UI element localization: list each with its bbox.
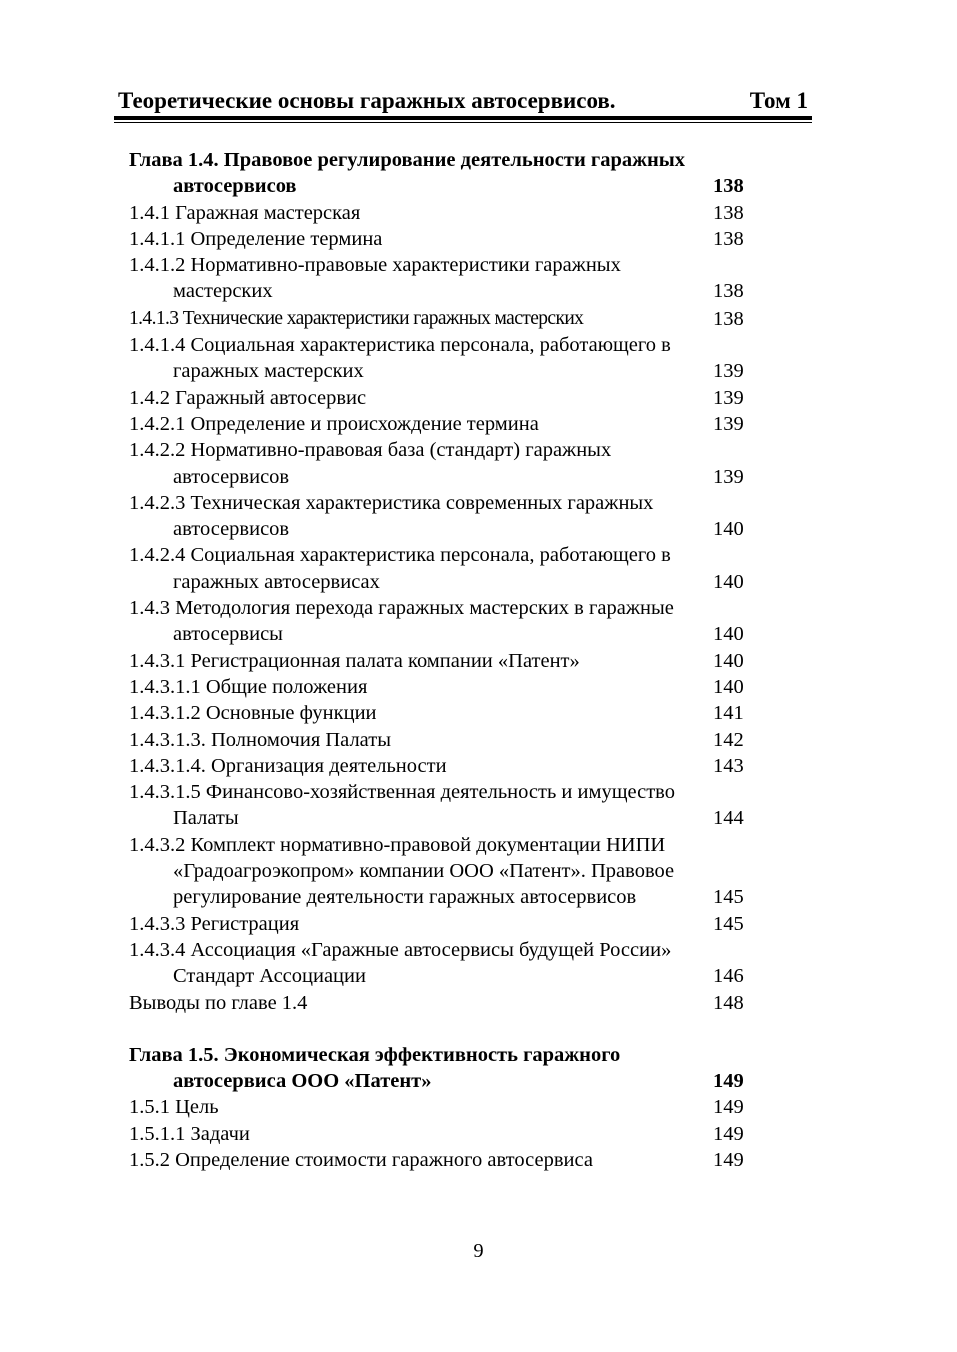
book-title: Теоретические основы гаражных автосервисов. bbox=[118, 88, 616, 113]
toc-entry bbox=[129, 674, 753, 700]
toc-entry-title: 1.4.3.1.3. Полномочия Палаты bbox=[129, 728, 391, 751]
toc-entry-title: 1.4.2.1 Определение и происхождение термина bbox=[129, 412, 539, 435]
toc-entry-title: 1.4.3.1.1 Общие положения bbox=[129, 675, 368, 698]
toc-entry-title: Глава 1.5. Экономическая эффективность гаражного автосервиса ООО «Патент» bbox=[129, 1043, 621, 1093]
toc-entry-page: 139 bbox=[713, 412, 744, 435]
toc-entry bbox=[129, 911, 753, 937]
toc-entry-page: 140 bbox=[713, 518, 744, 541]
toc-chapter-entry bbox=[129, 147, 753, 200]
toc-entry bbox=[129, 305, 753, 332]
toc-entry bbox=[129, 226, 753, 252]
toc-entry-page: 146 bbox=[713, 965, 744, 988]
toc-entry bbox=[129, 648, 753, 674]
toc-entry-page: 139 bbox=[713, 386, 744, 409]
toc-entry-title: 1.4.1.3 Технические характеристики гаражных мастерских bbox=[129, 307, 584, 329]
toc-entry-title: 1.4.1.1 Определение термина bbox=[129, 227, 383, 250]
toc-entry bbox=[129, 1094, 753, 1120]
toc-chapter-entry bbox=[129, 1042, 753, 1095]
toc-entry-title: 1.4.3.1.5 Финансово-хозяйственная деятельность и имущество Палаты bbox=[129, 781, 675, 830]
toc-entry-page: 149 bbox=[713, 1122, 744, 1145]
page-number: 9 bbox=[473, 1240, 484, 1262]
toc-entry-page: 139 bbox=[713, 360, 744, 383]
toc-entry-title: 1.4.2.4 Социальная характеристика персонала, работающего в гаражных автосервисах bbox=[129, 544, 671, 593]
toc-entry-title: 1.5.1.1 Задачи bbox=[129, 1122, 250, 1145]
toc-entry-page: 140 bbox=[713, 649, 744, 672]
toc-entry-page: 144 bbox=[713, 807, 744, 830]
toc-entry-page: 143 bbox=[713, 754, 744, 777]
toc-entry-title: 1.4.3.4 Ассоциация «Гаражные автосервисы будущей России» Стандарт Ассоциации bbox=[129, 938, 672, 988]
toc-entry-title: Глава 1.4. Правовое регулирование деятельности гаражных автосервисов bbox=[129, 149, 686, 198]
toc-entry-page: 138 bbox=[713, 227, 744, 250]
section-spacer bbox=[129, 1016, 753, 1042]
toc-entry-page: 140 bbox=[713, 675, 744, 698]
toc-entry bbox=[129, 1121, 753, 1147]
toc-entry-title: 1.4.3.1.2 Основные функции bbox=[129, 702, 377, 725]
toc-entry bbox=[129, 252, 753, 305]
toc-entry-page: 141 bbox=[713, 702, 744, 725]
toc-entry-page: 140 bbox=[713, 570, 744, 593]
toc-entry-page: 149 bbox=[713, 1070, 744, 1093]
toc-entry bbox=[129, 437, 753, 490]
toc-entry-title: 1.4.2.2 Нормативно-правовая база (стандарт) гаражных автосервисов bbox=[129, 439, 612, 488]
toc-entry bbox=[129, 700, 753, 726]
toc-entry bbox=[129, 490, 753, 543]
toc-entry-title: 1.4.2 Гаражный автосервис bbox=[129, 386, 367, 409]
toc-entry-page: 149 bbox=[713, 1096, 744, 1119]
toc-entry-page: 140 bbox=[713, 623, 744, 646]
toc-entry-page: 145 bbox=[713, 886, 744, 909]
toc-entry-page: 138 bbox=[713, 175, 744, 198]
toc-entry-title: 1.5.1 Цель bbox=[129, 1096, 219, 1119]
toc-entry bbox=[129, 753, 753, 779]
toc-entry-title: 1.4.1.2 Нормативно-правовые характеристики гаражных мастерских bbox=[129, 254, 621, 303]
toc-entry-page: 138 bbox=[713, 307, 744, 330]
toc-entry-page: 148 bbox=[713, 991, 744, 1014]
toc-entry-title: 1.4.2.3 Техническая характеристика современных гаражных автосервисов bbox=[129, 491, 654, 541]
toc-entry bbox=[129, 542, 753, 595]
toc-entry-page: 145 bbox=[713, 912, 744, 935]
toc-entry bbox=[129, 937, 753, 990]
header-rule-thin bbox=[114, 122, 812, 123]
toc-entry-title: 1.4.3 Методология перехода гаражных мастерских в гаражные автосервисы bbox=[129, 597, 674, 646]
toc-entry-page: 139 bbox=[713, 465, 744, 488]
toc-entry-page: 138 bbox=[713, 201, 744, 224]
toc-entry bbox=[129, 727, 753, 753]
toc-entry-title: Выводы по главе 1.4 bbox=[129, 991, 308, 1014]
toc-entry bbox=[129, 1147, 753, 1173]
toc-entry-title: 1.5.2 Определение стоимости гаражного автосервиса bbox=[129, 1148, 593, 1171]
toc-entry bbox=[129, 832, 753, 911]
toc-entry bbox=[129, 411, 753, 437]
toc-entry-page: 149 bbox=[713, 1148, 744, 1171]
toc-entry-title: 1.4.3.3 Регистрация bbox=[129, 912, 300, 935]
volume-label: Том 1 bbox=[749, 88, 808, 113]
toc-entry bbox=[129, 595, 753, 648]
toc-entry-page: 142 bbox=[713, 728, 744, 751]
toc-entry-title: 1.4.3.1 Регистрационная палата компании «Патент» bbox=[129, 649, 580, 672]
table-of-contents bbox=[129, 147, 753, 1173]
running-header bbox=[118, 86, 812, 118]
toc-entry bbox=[129, 990, 753, 1016]
toc-entry-title: 1.4.3.2 Комплект нормативно-правовой документации НИПИ «Градоагроэкопром» компании ООО «Патент». Правовое регулирование деятельности гаражных автосервисов bbox=[129, 833, 675, 909]
toc-entry bbox=[129, 332, 753, 385]
toc-entry-title: 1.4.3.1.4. Организация деятельности bbox=[129, 754, 447, 777]
toc-entry bbox=[129, 200, 753, 226]
toc-entry-title: 1.4.1 Гаражная мастерская bbox=[129, 201, 361, 224]
toc-entry-title: 1.4.1.4 Социальная характеристика персонала, работающего в гаражных мастерских bbox=[129, 334, 671, 383]
header-rule-thick bbox=[114, 116, 812, 120]
toc-entry bbox=[129, 779, 753, 832]
toc-entry-page: 138 bbox=[713, 280, 744, 303]
toc-entry bbox=[129, 385, 753, 411]
